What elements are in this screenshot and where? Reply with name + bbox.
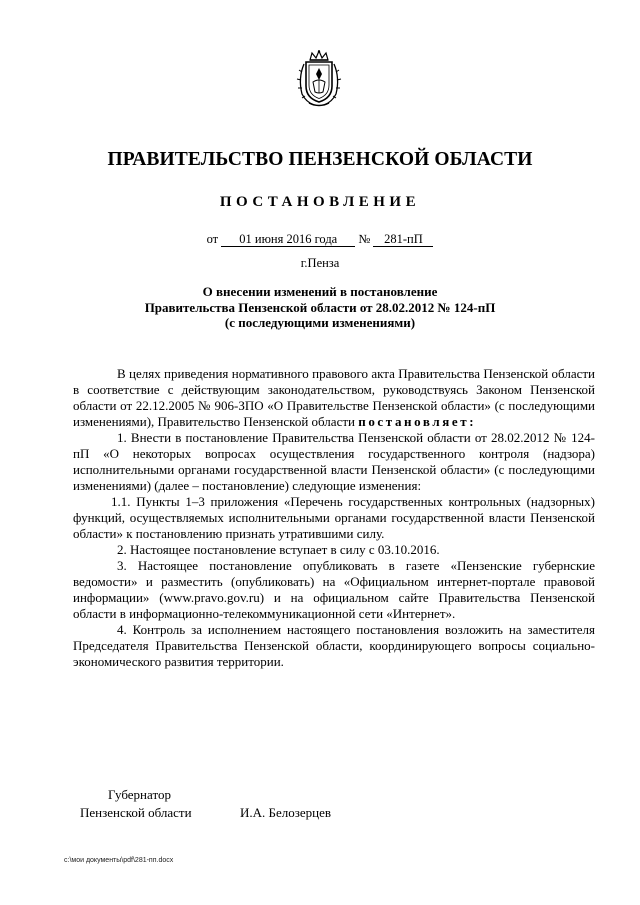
decree-word: постановляет: [358,414,477,429]
number-sign: № [358,232,371,246]
intro-text: В целях приведения нормативного правового акта Правительства Пензенской области в соответствие с действующим законодательством, руководствуясь Законом Пензенской области от 22.12.2005 № 906-ЗПО «О Правительстве Пензенской области» (с последующими изменениями), Правительство Пензенской области [73,366,595,429]
city: г.Пенза [300,256,340,270]
subject-line: О внесении изменений в постановление [202,284,438,299]
item-1: 1. Внести в постановление Правительства Пензенской области от 28.02.2012 № 124-пП «О некоторых вопросах осуществления государственного контроля (надзора) исполнительными органами государственной власти Пензенской области» (с последующими изменениями) (далее – постановление) следующие изменения: [73,430,595,493]
file-path: c:\мои документы\pdf\281-пп.docx [64,857,174,864]
signatory-region: Пензенской области [80,805,192,820]
item-2: 2. Настоящее постановление вступает в силу с 03.10.2016. [117,542,440,557]
subject-line: Правительства Пензенской области от 28.02.2012 № 124-пП [144,299,496,315]
item-3: 3. Настоящее постановление опубликовать в газете «Пензенские губернские ведомости» и разместить (опубликовать) на «Официальном интернет-портале правовой информации» (www.pravo.gov.ru) и на официальном сайте Правительства Пензенской области в информационно-телекоммуникационной сети «Интернет». [73,558,595,621]
document-subject [0,284,640,331]
item-1-1: 1.1. Пункты 1–3 приложения «Перечень государственных контрольных (надзорных) функций, осуществляемых исполнительными органами государственной власти Пензенской области» к постановлению признать утратившими силу. [73,494,595,541]
signatory-title: Губернатор [108,787,171,802]
signatory-name: И.А. Белозерцев [240,805,332,820]
date-number-line [0,232,640,247]
document-date: 01 июня 2016 года [221,233,355,247]
coat-of-arms-icon [296,50,342,108]
subject-line: (с последующими изменениями) [224,315,416,330]
item-4: 4. Контроль за исполнением настоящего постановления возложить на заместителя Председателя Правительства Пензенской области, координирующего вопросы социально-экономического развития территории. [73,622,595,669]
date-prefix: от [206,232,219,246]
document-type: ПОСТАНОВЛЕНИЕ [219,194,421,210]
intro-paragraph [73,366,595,430]
document-number: 281-пП [373,233,433,247]
government-title: ПРАВИТЕЛЬСТВО ПЕНЗЕНСКОЙ ОБЛАСТИ [107,149,533,170]
document-body [73,366,595,670]
